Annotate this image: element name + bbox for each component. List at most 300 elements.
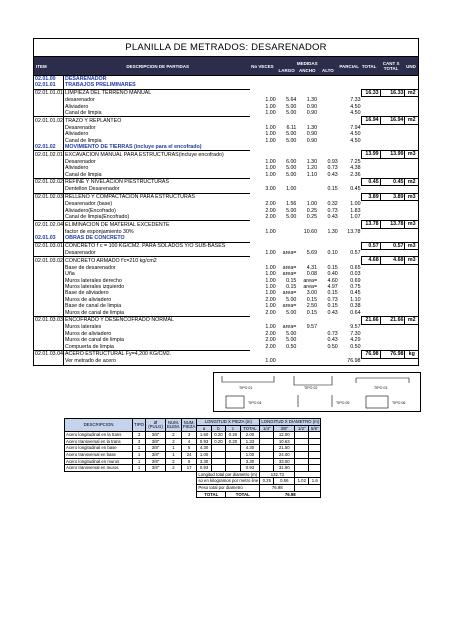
no-veces [250,221,277,228]
header-cant-total: CANT X TOTAL [382,61,400,71]
acero-cell: Acero transversal en la trans [65,438,133,445]
total: 76.98 [362,351,381,358]
acero-subheader: 1/2" [295,425,309,432]
largo: 5.00 [286,165,297,172]
parcial: 0.50 [350,343,361,350]
largo [277,351,298,358]
acero-row [65,458,321,465]
acero-cell: 3 [181,432,196,439]
acero-summary-value [295,471,321,478]
alto [318,117,339,124]
header-parcial: PARCIAL [339,63,360,69]
acero-cell: 1 [166,445,182,452]
acero-cell: 3/8" [146,438,166,445]
partida-row [34,89,419,96]
item-description: DESARENADOR [65,76,107,82]
ancho [297,193,318,200]
alto: 0.93 [327,158,338,165]
acero-total-row [65,491,321,498]
no-veces: 2.00 [265,337,276,344]
acero-header-tipo: TIPO [133,419,146,432]
unit: m3 [405,242,419,249]
total: 0.45 [362,179,381,186]
no-veces [250,317,277,324]
ancho: 0.90 [306,131,318,138]
ancho [297,242,318,249]
acero-summary-value: 0.56 [274,478,295,485]
item-code [34,172,64,179]
no-veces: 1.00 [265,165,276,172]
alto: 4.97 [327,284,338,291]
total [362,358,381,365]
partida-row [34,221,419,228]
parcial [339,179,362,186]
acero-row [65,438,321,445]
acero-cell: Acero transversal en base [65,451,133,458]
acero-cell: 3.30 [240,458,260,465]
parcial: 0.03 [350,271,361,278]
acero-subheader: 5/8" [309,425,321,432]
acero-cell: 1 [133,451,146,458]
item-code [34,124,64,131]
partida-row [34,351,419,358]
no-veces: 2.00 [265,200,276,207]
ancho [297,317,318,324]
largo: 5.00 [286,214,297,221]
item-description: LIMPIEZA DEL TERRENO MANUAL [64,89,250,96]
cant-total [380,186,405,193]
detail-row [34,186,419,193]
detail-row [34,324,419,331]
alto: 1.30 [327,228,338,235]
largo [277,193,298,200]
acero-summary-label: Longitud total por diametro (m) [197,471,260,478]
alto [318,89,339,96]
tipo04-shape [226,396,244,408]
no-veces: 1.00 [265,124,276,131]
alto: 0.32 [327,200,338,207]
cant-total [380,324,405,331]
item-description: ACERO ESTRUCTURAL Fy=4,200 KG/CM2. [64,351,250,358]
item-code [34,358,64,365]
acero-cell [260,465,274,472]
item-description: Desarenador [65,249,96,256]
cant-total [380,228,405,235]
item-description: TRAZO Y REPLANTEO [64,117,250,124]
cant-total: 0.45 [380,179,405,186]
parcial: 2.36 [350,171,361,178]
no-veces: 1.00 [265,131,276,138]
alto: 0.73 [327,207,338,214]
no-veces [250,144,277,151]
item-code: 02.01.02 [34,144,64,151]
acero-cell: 0.93 [197,465,211,472]
acero-table [64,418,321,498]
unit [405,324,419,331]
alto: 0.15 [327,303,338,310]
acero-cell: 24 [181,451,196,458]
unit: m3 [405,257,419,264]
total [362,324,381,331]
cant-total [380,124,405,131]
largo: 5.00 [286,131,297,138]
acero-summary-value: 76.98 [260,484,295,491]
alto: 0.73 [327,296,338,303]
item-code: 02.01.01.01 [35,90,63,97]
total: 16.94 [362,117,381,124]
alto: 0.50 [327,343,338,350]
no-veces: 1.00 [265,358,276,365]
item-description: RELLENO Y COMPACTACION PARA ESTRUCTURAS [64,193,250,200]
cant-total [380,110,405,117]
total [362,144,381,151]
unit: m3 [405,151,419,158]
cant-total [380,250,405,257]
largo: area= [282,264,297,271]
acero-subheader: b [211,425,225,432]
total [362,264,381,271]
acero-cell: 33.00 [274,458,295,465]
no-veces: 2.00 [265,330,276,337]
total [362,97,381,104]
no-veces: 1.00 [265,324,276,331]
alto [318,351,339,358]
cant-total: 4.68 [380,257,405,264]
total [362,250,381,257]
item-description: desarenador [65,96,95,103]
no-veces: 1.00 [265,277,276,284]
detail-row [34,97,419,104]
acero-cell [309,432,321,439]
acero-cell: 4.30 [197,445,211,452]
parcial [339,117,362,124]
item-code: 02.01.02.03 [35,194,63,201]
item-description: OBRAS DE CONCRETO [65,235,125,242]
acero-cell: 2 [166,438,182,445]
alto: 4.60 [327,277,338,284]
acero-cell: Acero transversal en muros [65,465,133,472]
parcial: 0.69 [350,277,361,284]
unit [405,158,419,165]
unit [405,186,419,193]
acero-cell [211,451,225,458]
tipo05-shape [298,395,332,407]
unit [405,124,419,131]
alto: 0.10 [327,250,338,257]
parcial: 76.98 [347,358,361,365]
total [362,344,381,351]
alto [318,221,339,228]
unit [405,228,419,235]
item-description: Muros laterales derecho [65,277,122,284]
acero-cell: 3/8" [146,451,166,458]
acero-total-value: 76.98 [260,491,321,498]
cant-total [380,235,405,242]
item-description: Canal de limpia(Encofrado) [65,214,130,221]
acero-cell: 2 [166,458,182,465]
unit: m2 [405,317,419,324]
no-veces: 3.00 [265,186,276,193]
unit [405,264,419,271]
item-code [34,214,64,221]
acero-cell [295,445,309,452]
acero-cell [260,451,274,458]
parcial: 7.30 [350,330,361,337]
cant-total: 16.33 [380,89,405,96]
acero-cell [309,445,321,452]
acero-cell [309,438,321,445]
acero-cell [260,445,274,452]
partida-row [34,317,419,324]
acero-cell: 0.93 [197,438,211,445]
ancho: 0.90 [306,110,318,117]
no-veces: 2.00 [265,296,276,303]
acero-cell: Acero longitudinal en muros [65,458,133,465]
total: 21.66 [362,317,381,324]
acero-header-diam: Ø (PULG) [146,419,166,432]
parcial: 9.57 [350,324,361,331]
unit [405,110,419,117]
item-code: 02.01.03.04 [35,351,63,358]
item-description: Aliviadero [65,131,89,138]
acero-cell: 4 [181,438,196,445]
acero-cell [309,465,321,472]
acero-summary-row [65,484,321,491]
total [362,310,381,317]
acero-cell: 3/8" [146,465,166,472]
ancho: 1.30 [306,124,318,131]
item-description: CONCRETO f´c = 100 KG/CM2. PARA SOLADOS Y/O SUB-BASES [64,242,250,249]
item-code [34,250,64,257]
ancho [297,82,318,89]
acero-row [65,432,321,439]
total [362,158,381,165]
header-largo: LARGO [278,68,295,73]
acero-cell [211,445,225,452]
ancho: 0.15 [306,296,318,303]
parcial: 7.25 [350,158,361,165]
largo: area= [282,303,297,310]
alto [318,193,339,200]
no-veces [250,257,277,264]
no-veces: 1.00 [265,250,276,257]
ancho [297,89,318,96]
largo: area= [282,290,297,297]
no-veces: 2.00 [265,214,276,221]
cant-total: 3.89 [380,193,405,200]
item-description: Muros de aliviadero [65,296,112,303]
alto: 0.15 [327,264,338,271]
acero-summary-row [65,471,321,478]
metrados-table [33,76,419,366]
no-veces: 1.00 [265,271,276,278]
acero-cell: 1.33 [240,438,260,445]
item-description: Desarenador [65,158,96,165]
ancho: area= [303,277,318,284]
no-veces: 1.00 [265,303,276,310]
parcial: 0.65 [350,264,361,271]
acero-cell: 24.00 [274,451,295,458]
acero-cell [226,465,240,472]
largo: 5.00 [286,337,297,344]
parcial [339,242,362,249]
ancho [297,358,318,365]
item-code [34,201,64,208]
largo [277,242,298,249]
unit [405,235,419,242]
no-veces: 1.00 [265,137,276,144]
no-veces: 1.00 [265,171,276,178]
total [362,235,381,242]
tipo03-shape [356,378,409,383]
acero-row [65,445,321,452]
alto [318,151,339,158]
largo [277,151,298,158]
item-description: Canal de limpia [65,110,102,117]
acero-cell [211,458,225,465]
item-code: 02.01.03.03 [35,317,63,324]
largo: 5.64 [286,96,297,103]
largo [277,89,298,96]
partida-row [34,179,419,186]
cant-total: 76.98 [380,351,405,358]
cant-total [380,158,405,165]
ancho: 1.00 [306,200,318,207]
parcial [339,257,362,264]
no-veces [250,179,277,186]
ancho: 0.90 [306,103,318,110]
parcial: 0.57 [350,250,361,257]
tipo06-shape [366,396,388,408]
item-code [34,110,64,117]
largo: 5.00 [286,110,297,117]
unit: m2 [405,89,419,96]
no-veces [250,82,277,89]
item-description: factor de esponjamiento 30% [65,228,134,235]
cant-total [380,82,405,89]
item-description: Canal de limpia [65,171,102,178]
item-code: 02.01.03.01 [35,242,63,249]
cant-total [380,97,405,104]
acero-cell: 1 [133,465,146,472]
acero-summary-value: 1.02 [295,478,309,485]
acero-summary-label: Peso total por diametro [197,484,260,491]
unit [405,201,419,208]
ancho: 0.08 [306,271,318,278]
no-veces: 1.00 [265,290,276,297]
item-description: Muros de canal de limpia [65,309,124,316]
cant-total [380,214,405,221]
parcial: 1.10 [350,296,361,303]
cant-total [380,310,405,317]
parcial [339,151,362,158]
no-veces: 1.00 [265,110,276,117]
parcial: 0.75 [350,284,361,291]
no-veces: 1.00 [265,158,276,165]
acero-subheader: 3/8" [274,425,295,432]
parcial [339,221,362,228]
item-code: 02.01.03 [34,235,64,242]
parcial: 1.07 [350,214,361,221]
unit [405,97,419,104]
parcial: 4.50 [350,103,361,110]
partida-row [34,242,419,249]
item-description: Aliviadero [65,165,89,172]
bar-types-figure [213,372,421,412]
partida-row [34,193,419,200]
acero-cell: 31.60 [274,465,295,472]
ancho: 0.15 [306,309,318,316]
cant-total: 21.66 [380,317,405,324]
item-description: Uña [65,271,75,278]
no-veces [250,242,277,249]
acero-cell: 3 [133,438,146,445]
unit [405,214,419,221]
detail-row [34,201,419,208]
total: 13.78 [362,221,381,228]
acero-summary-value [295,484,321,491]
detail-row [34,250,419,257]
partida-row [34,151,419,158]
largo [277,221,298,228]
ancho [297,351,318,358]
ancho: 0.25 [306,214,318,221]
unit [405,358,419,365]
no-veces [250,89,277,96]
parcial: 0.64 [350,309,361,316]
ancho [297,344,318,351]
item-code [34,228,64,235]
total [362,172,381,179]
acero-cell: 3/8" [146,458,166,465]
alto [318,242,339,249]
cant-total [380,201,405,208]
unit [405,250,419,257]
acero-cell [309,458,321,465]
cant-total [380,344,405,351]
parcial [339,144,362,151]
detail-row [34,344,419,351]
acero-cell: 1 [133,445,146,452]
largo: area= [282,324,297,331]
section-row [34,235,419,242]
parcial: 1.83 [350,207,361,214]
ancho [297,235,318,242]
tipo01-shape [222,376,274,382]
detail-row [34,158,419,165]
parcial [339,89,362,96]
acero-cell [260,458,274,465]
largo: 5.00 [286,137,297,144]
detail-row [34,110,419,117]
parcial [339,317,362,324]
acero-cell: 1.60 [197,432,211,439]
item-code [34,186,64,193]
largo: 0.15 [286,277,297,284]
alto [318,235,339,242]
alto: 0.43 [327,171,338,178]
largo: 1.56 [286,200,297,207]
acero-subheader: 1/4" [260,425,274,432]
acero-cell: 4.30 [240,445,260,452]
header-und: UND [406,63,416,69]
total: 0.57 [362,242,381,249]
alto: 0.40 [327,271,338,278]
no-veces: 2.00 [265,309,276,316]
acero-subheader: TOTAL [240,425,260,432]
largo: 5.00 [286,296,297,303]
alto [318,257,339,264]
